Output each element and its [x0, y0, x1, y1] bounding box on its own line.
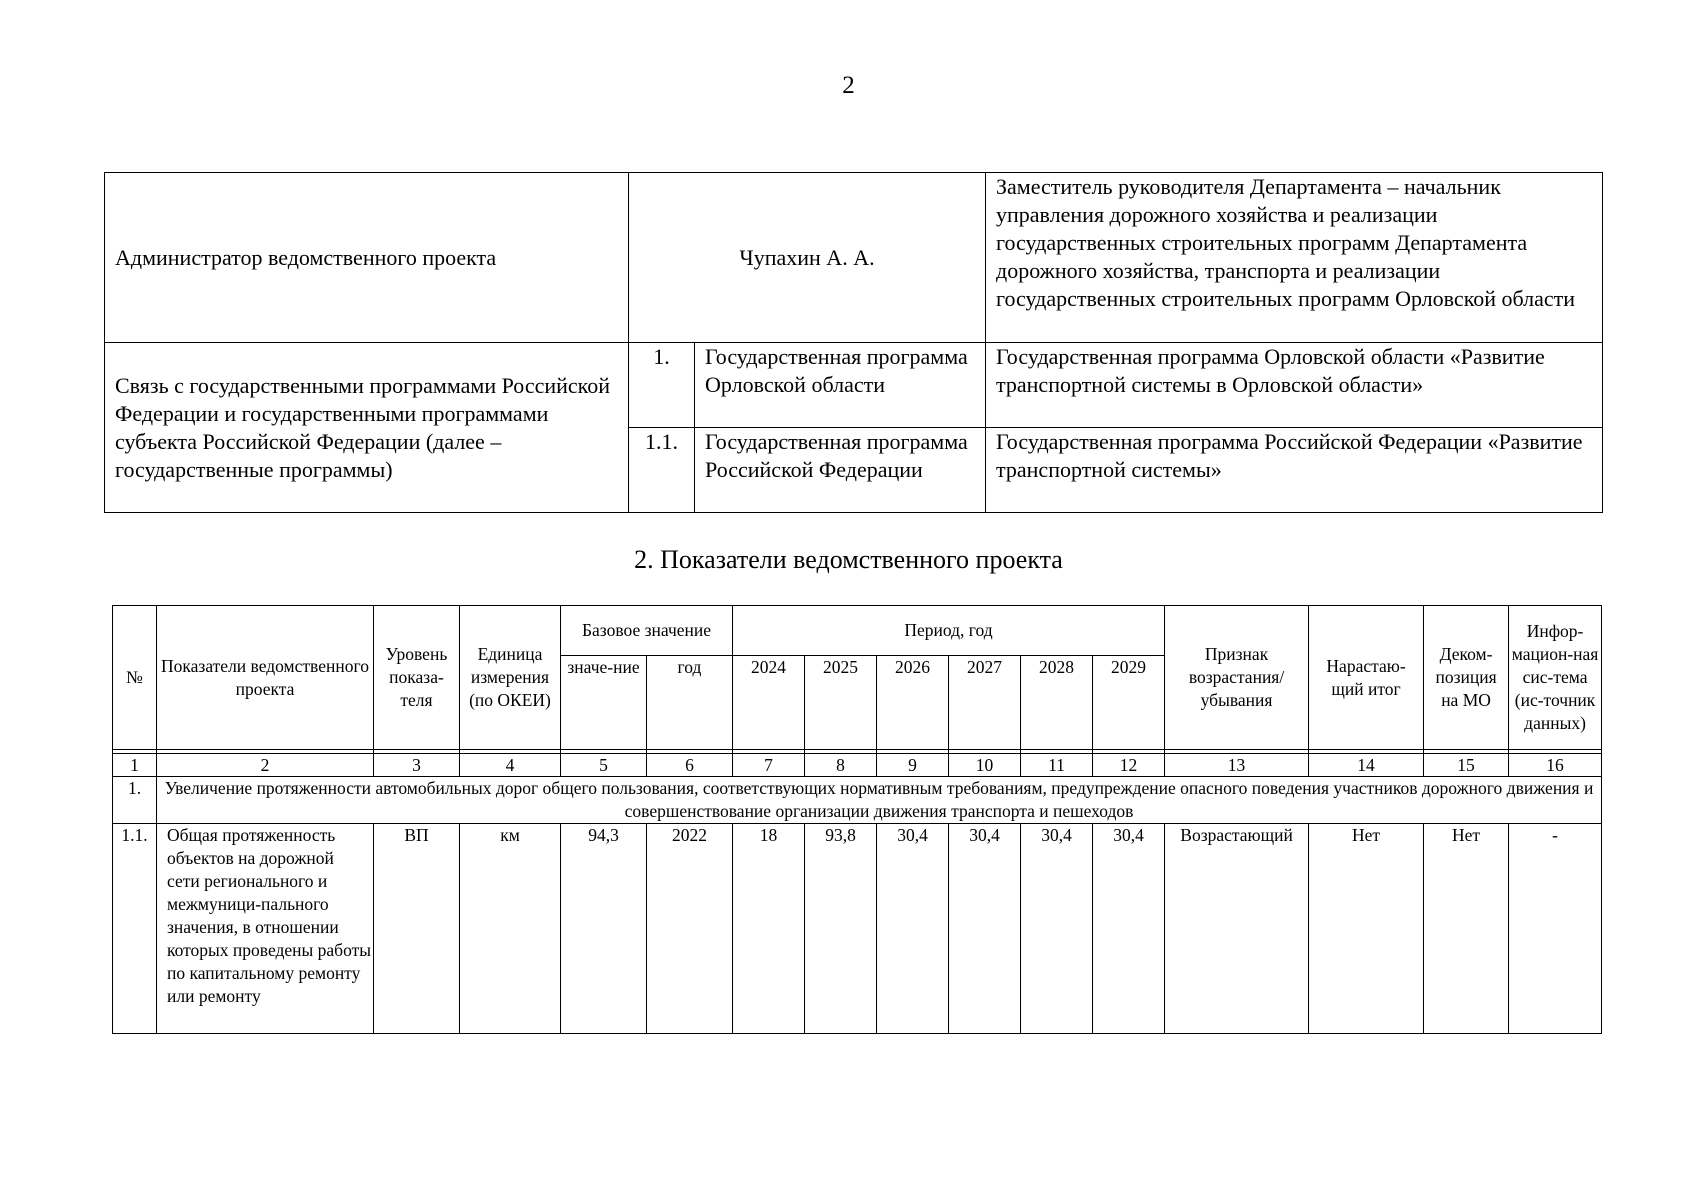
header-year: 2028 [1021, 656, 1093, 750]
row-num: 1.1. [113, 824, 157, 1034]
column-number: 14 [1309, 754, 1424, 777]
header-row [113, 606, 1602, 656]
column-number: 7 [733, 754, 805, 777]
row-sign: Возрастающий [1165, 824, 1309, 1034]
row-year-value: 30,4 [949, 824, 1021, 1034]
column-number: 11 [1021, 754, 1093, 777]
administrator-label: Администратор ведомственного проекта [105, 173, 629, 343]
column-number: 2 [157, 754, 374, 777]
header-base-year: год [647, 656, 733, 750]
row-decomposition: Нет [1424, 824, 1509, 1034]
administrator-name: Чупахин А. А. [629, 173, 986, 343]
program-link-type: Государственная программа Российской Федерации [695, 428, 986, 513]
row-info-system: - [1509, 824, 1602, 1034]
row-year-value: 30,4 [877, 824, 949, 1034]
row-year-value: 93,8 [805, 824, 877, 1034]
header-decomposition: Деком-позиция на МО [1424, 606, 1509, 750]
administrator-position: Заместитель руководителя Департамента – начальник управления дорожного хозяйства и реализации государственных строительных программ Департамента дорожного хозяйства, транспорта и реализации государственных строительных программ Орловской области [986, 173, 1603, 343]
goal-text: Увеличение протяженности автомобильных дорог общего пользования, соответствующих нормативным требованиям, предупреждение опасного поведения участников дорожного движения и совершенствование организации движения транспорта и пешеходов [157, 777, 1602, 824]
column-numbers-row [113, 754, 1602, 777]
column-number: 6 [647, 754, 733, 777]
header-year: 2029 [1093, 656, 1165, 750]
row-base-year: 2022 [647, 824, 733, 1034]
page-number: 2 [842, 72, 855, 99]
table-row [113, 824, 1602, 1034]
header-level: Уровень показа-теля [374, 606, 460, 750]
header-sign: Признак возрастания/ убывания [1165, 606, 1309, 750]
row-unit: км [460, 824, 561, 1034]
row-level: ВП [374, 824, 460, 1034]
program-link-name: Государственная программа Российской Федерации «Развитие транспортной системы» [986, 428, 1603, 513]
header-cumulative: Нарастаю-щий итог [1309, 606, 1424, 750]
column-number: 10 [949, 754, 1021, 777]
column-number: 16 [1509, 754, 1602, 777]
header-period: Период, год [733, 606, 1165, 656]
project-passport-table [104, 172, 1603, 513]
column-number: 13 [1165, 754, 1309, 777]
row-cumulative: Нет [1309, 824, 1424, 1034]
header-year: 2026 [877, 656, 949, 750]
header-year: 2027 [949, 656, 1021, 750]
header-year: 2025 [805, 656, 877, 750]
section-title: 2. Показатели ведомственного проекта [634, 545, 1063, 574]
header-year: 2024 [733, 656, 805, 750]
program-link-type: Государственная программа Орловской области [695, 343, 986, 428]
header-indicator: Показатели ведомственного проекта [157, 606, 374, 750]
program-links-label: Связь с государственными программами Российской Федерации и государственными программами субъекта Российской Федерации (далее – государственные программы) [105, 343, 629, 513]
row-year-value: 30,4 [1021, 824, 1093, 1034]
header-base-value: значе-ние [561, 656, 647, 750]
header-no: № [113, 606, 157, 750]
column-number: 9 [877, 754, 949, 777]
administrator-row [105, 173, 1603, 343]
row-base-value: 94,3 [561, 824, 647, 1034]
row-year-value: 30,4 [1093, 824, 1165, 1034]
column-number: 5 [561, 754, 647, 777]
header-base: Базовое значение [561, 606, 733, 656]
column-number: 15 [1424, 754, 1509, 777]
indicators-table [112, 605, 1602, 1034]
row-year-value: 18 [733, 824, 805, 1034]
program-link-num: 1. [629, 343, 695, 428]
header-unit: Единица измерения (по ОКЕИ) [460, 606, 561, 750]
column-number: 12 [1093, 754, 1165, 777]
program-link-name: Государственная программа Орловской области «Развитие транспортной системы в Орловской области» [986, 343, 1603, 428]
goal-row [113, 777, 1602, 824]
program-link-num: 1.1. [629, 428, 695, 513]
goal-num: 1. [113, 777, 157, 824]
row-indicator-name: Общая протяженность объектов на дорожной сети регионального и межмуници-пального значения, в отношении которых проведены работы по капитальному ремонту или ремонту [157, 824, 374, 1034]
header-info-system: Инфор-мацион-ная сис-тема (ис-точник данных) [1509, 606, 1602, 750]
column-number: 1 [113, 754, 157, 777]
column-number: 4 [460, 754, 561, 777]
program-link-row [105, 343, 1603, 428]
column-number: 3 [374, 754, 460, 777]
column-number: 8 [805, 754, 877, 777]
